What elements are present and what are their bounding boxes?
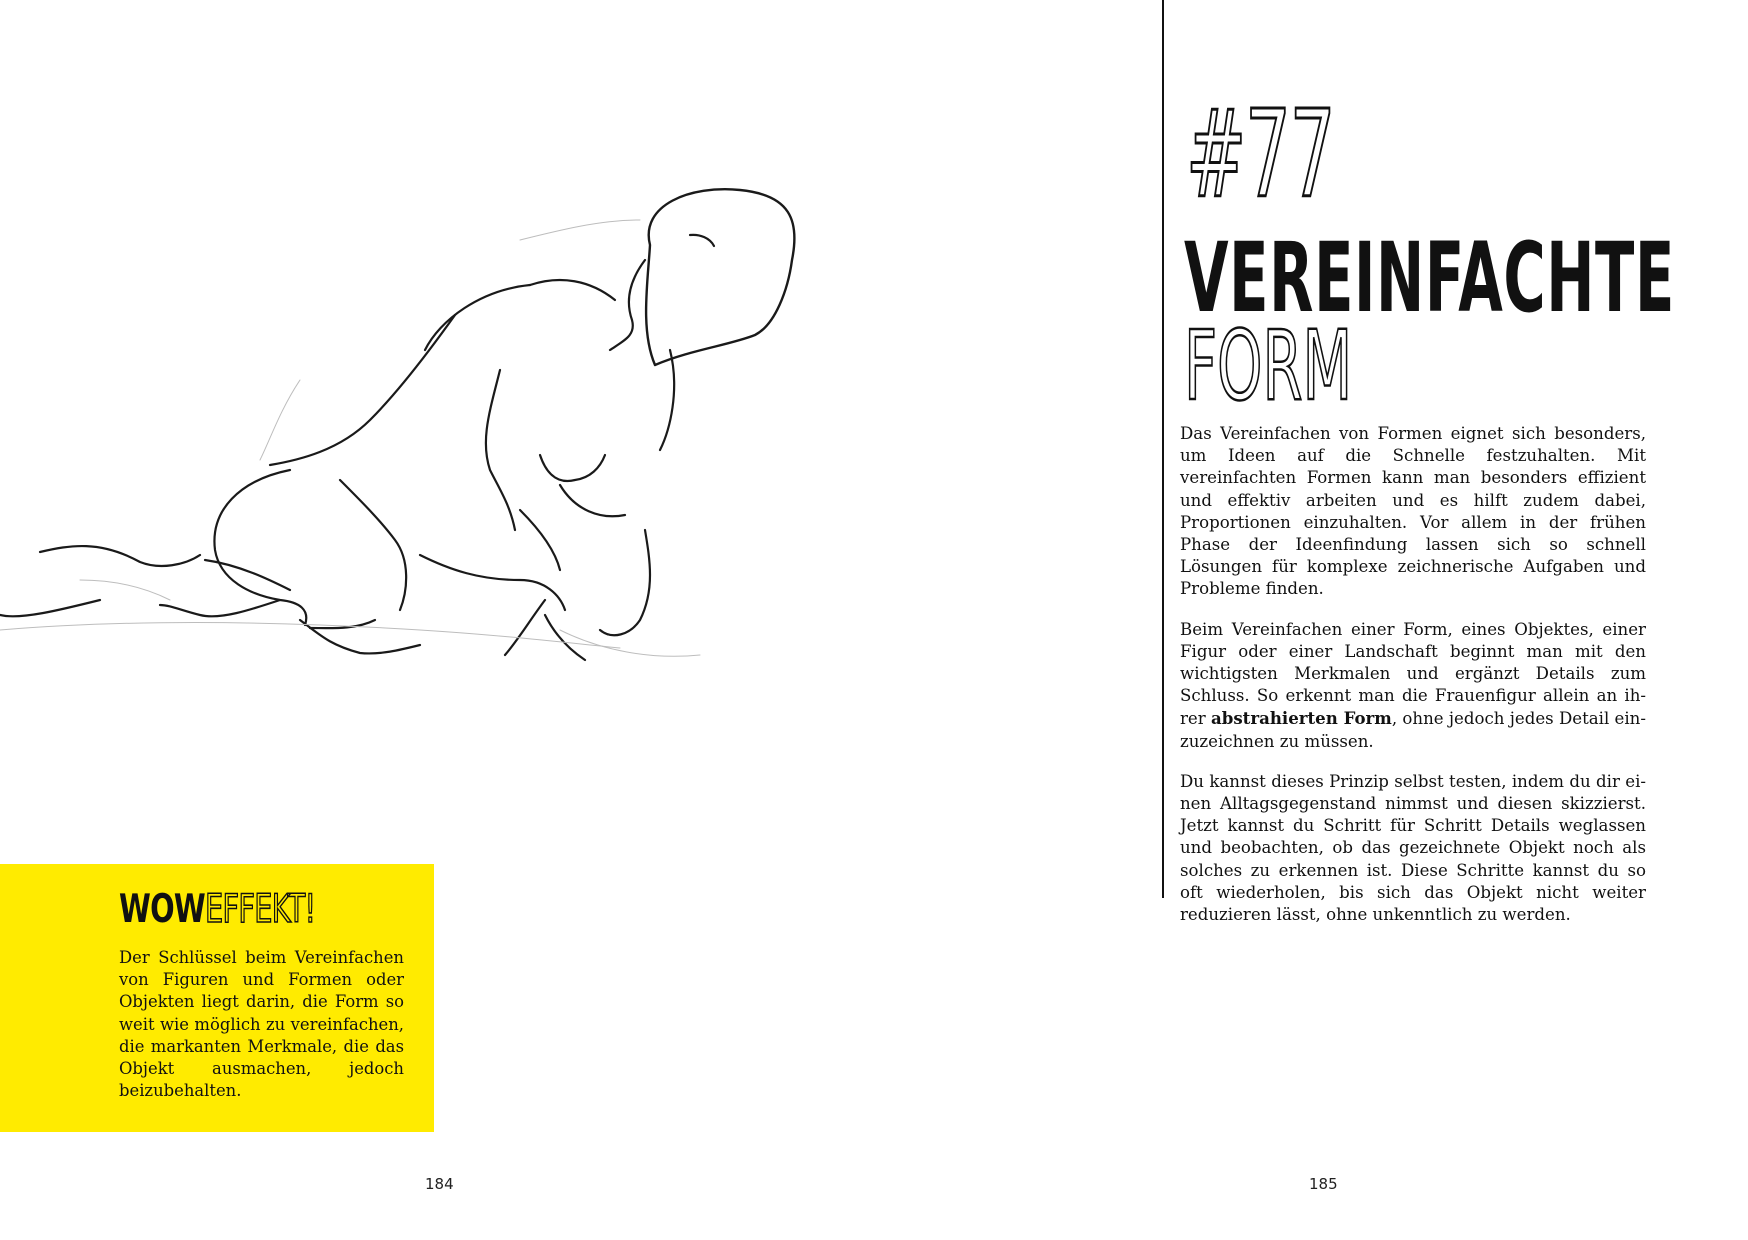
wow-effekt-text: Der Schlüssel beim Vereinfachen von Figuren und Formen oder Objekten liegt darin, die Form so weit wie möglich zu vereinfachen, die markanten Merkmale, die das Objekt ausmachen, jedoch beizubehalten. <box>119 948 404 1101</box>
vertical-divider <box>1162 0 1164 898</box>
page-title-line2: FORM <box>1184 310 1353 422</box>
paragraph-2 <box>1180 619 1646 753</box>
paragraph-2-start: Beim Vereinfachen einer Form, eines Objektes, einer Figur oder einer Landschaft beginnt man mit den wichtigsten Merkmalen und ergänzt Details zum Schluss. So erkennt man die Frauenfigur allein an ihrer <box>1180 619 1646 729</box>
chapter-number: #77 <box>1186 86 1335 225</box>
paragraph-2-end: , ohne jedoch jedes Detail einzuzeichnen zu müssen. <box>1180 709 1646 751</box>
wow-heading-solid: WOW <box>119 887 205 932</box>
wow-effekt-heading <box>119 887 330 932</box>
wow-heading-outline: EFFEKT! <box>204 887 316 932</box>
figure-sketch-illustration <box>0 150 860 770</box>
page-title-line1: VEREINFACHTE <box>1184 222 1675 334</box>
paragraph-1: Das Vereinfachen von Formen eignet sich besonders, um Ideen auf die Schnelle festzuhalten. Mit vereinfachten Formen kann man besonders effizient und effektiv arbeiten und es hilft zudem dabei, Proportionen einzuhalten. Vor allem in der frühen Phase der Ideenfindung lassen sich so schnell Lösungen für komplexe zeichnerische Aufgaben und Probleme finden. <box>1180 424 1646 599</box>
body-text <box>1180 423 1646 944</box>
paragraph-2-bold: abstrahierten Form <box>1210 708 1392 729</box>
sketch-drawing <box>0 150 860 770</box>
wow-effekt-callout <box>0 864 434 1132</box>
paragraph-3: Du kannst dieses Prinzip selbst testen, indem du dir einen Alltagsgegenstand nimmst und diesen skizzierst. Jetzt kannst du Schritt für Schritt Details weglassen und beobachten, ob das gezeichnete Objekt noch als solches zu erkennen ist. Diese Schritte kannst du so oft wiederholen, bis sich das Objekt nicht weiter reduzieren lässt, ohne unkenntlich zu werden. <box>1180 771 1646 925</box>
page-number-right: 185 <box>1309 1175 1338 1193</box>
page-number-left: 184 <box>425 1175 454 1193</box>
